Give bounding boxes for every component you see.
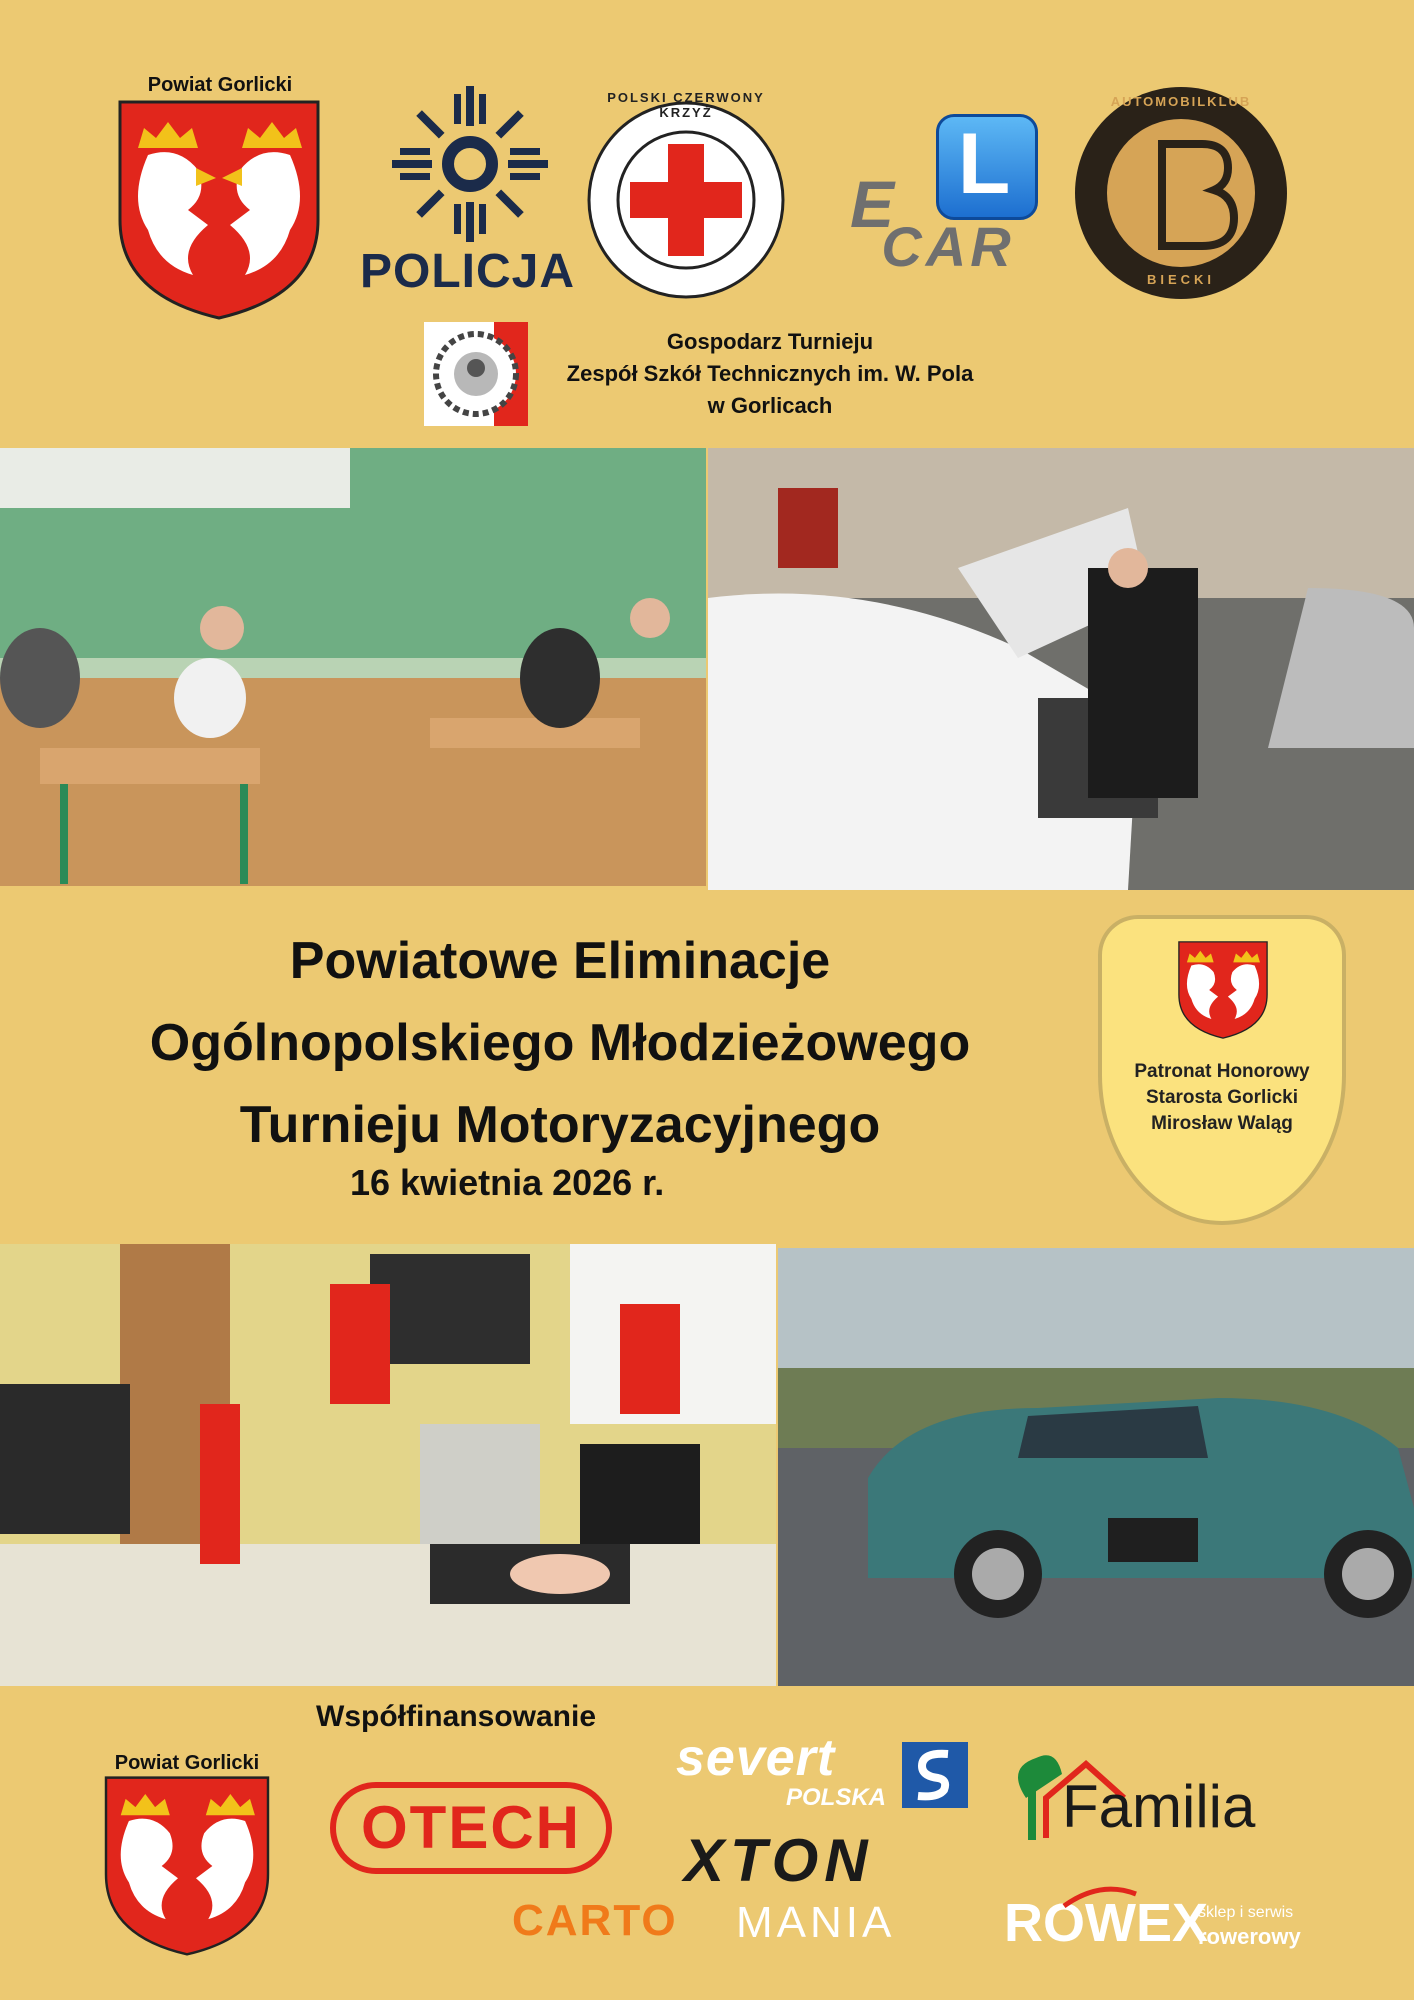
event-date: 16 kwietnia 2026 r.: [350, 1162, 665, 1203]
patron-text: [1102, 1059, 1342, 1137]
severt-sub-text: POLSKA: [786, 1784, 887, 1811]
event-title: [60, 920, 1060, 1166]
police-star-icon: [390, 84, 550, 244]
photo-driving-car: [778, 1248, 1414, 1686]
elcar-car-text: CAR: [881, 215, 1015, 278]
severt-badge-icon: [902, 1742, 968, 1808]
photo-car-engine: [708, 448, 1414, 890]
red-cross-logo-icon: [586, 100, 786, 300]
patron-line-3: Mirosław Waląg: [1151, 1113, 1293, 1134]
title-line-1: Powiatowe Eliminacje: [289, 932, 831, 990]
red-cross-text: POLSKI CZERWONY KRZYŻ: [607, 90, 765, 120]
rowex-text: ROWEX: [1004, 1893, 1209, 1953]
patron-line-1: Patronat Honorowy: [1134, 1061, 1310, 1082]
automobilklub-top-text: AUTOMOBILKLUB: [1110, 94, 1252, 109]
sponsor-powiat-label: Powiat Gorlicki: [114, 1752, 260, 1774]
host-line-2: Zespół Szkół Technicznych im. W. Pola: [566, 361, 974, 386]
cofinancing-label: Współfinansowanie: [316, 1700, 597, 1733]
host-info: [520, 326, 1020, 422]
rowex-sub-2: rowerowy: [1198, 1924, 1301, 1949]
policja-label: POLICJA: [360, 245, 576, 298]
powiat-label: Powiat Gorlicki: [147, 74, 293, 96]
photo-first-aid: [0, 1244, 776, 1686]
automobilklub-logo-icon: [1072, 84, 1290, 302]
otech-logo: [330, 1782, 612, 1874]
otech-text: OTECH: [361, 1794, 581, 1861]
elcar-logo: [830, 110, 1070, 278]
rowex-sub-1: sklep i serwis: [1198, 1904, 1294, 1921]
school-logo-icon: [424, 322, 528, 426]
severt-text: severt: [676, 1729, 836, 1787]
host-line-1: Gospodarz Turnieju: [666, 329, 874, 354]
cartomania-b-text: MANIA: [736, 1898, 896, 1947]
host-line-3: w Gorlicach: [707, 393, 833, 418]
elcar-e-letter: E: [850, 167, 895, 241]
patron-coat-of-arms-icon: [1178, 941, 1268, 1039]
photo-classroom-test: [0, 448, 706, 886]
title-line-2: Ogólnopolskiego Młodzieżowego: [149, 1014, 971, 1072]
xton-text: XTON: [684, 1827, 874, 1894]
title-line-3: Turnieju Motoryzacyjnego: [239, 1096, 881, 1154]
cartomania-a-text: CARTO: [512, 1896, 678, 1945]
familia-text: Familia: [1062, 1773, 1256, 1840]
patron-line-2: Starosta Gorlicki: [1145, 1087, 1299, 1108]
patron-badge: [1098, 915, 1346, 1225]
sponsor-powiat-coat-of-arms-icon: [104, 1776, 270, 1956]
header-logos: [0, 0, 1414, 448]
rowex-swoosh-icon: [1060, 1880, 1140, 1910]
powiat-coat-of-arms-icon: [118, 100, 320, 320]
elcar-l-letter: L: [957, 116, 1011, 212]
automobilklub-bottom-text: BIECKI: [1146, 272, 1216, 287]
